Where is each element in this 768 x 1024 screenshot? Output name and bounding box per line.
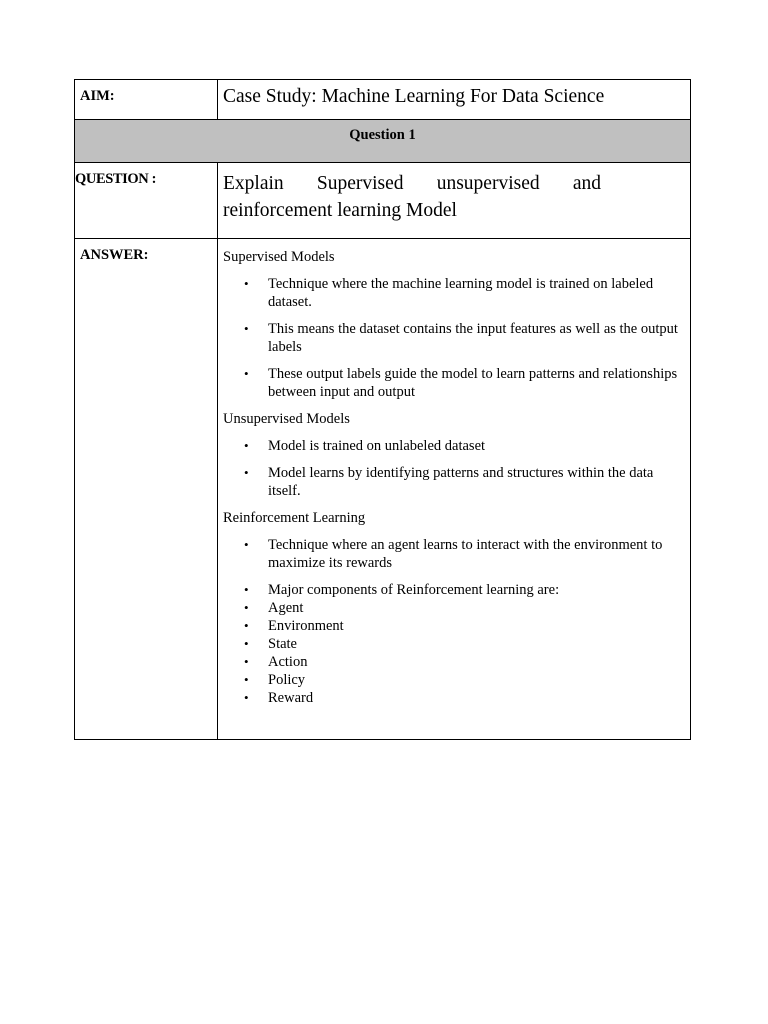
list-item-text: Model learns by identifying patterns and structures within the data itself.: [268, 465, 654, 499]
answer-row: [75, 239, 691, 740]
reinforcement-list: [223, 536, 682, 572]
list-item-text: Major components of Reinforcement learning are:: [268, 582, 560, 598]
question-number-heading: Question 1: [349, 127, 416, 143]
bullet-icon: •: [244, 321, 249, 336]
list-item-text: Model is trained on unlabeled dataset: [268, 438, 486, 454]
list-item-text: Technique where an agent learns to interact with the environment to maximize its rewards: [268, 537, 663, 571]
bullet-icon: •: [244, 537, 249, 552]
unsupervised-list: [223, 437, 682, 500]
aim-value: Case Study: Machine Learning For Data Science: [223, 86, 605, 107]
list-item: [244, 635, 682, 653]
list-item: [244, 437, 682, 455]
list-item-text: Reward: [268, 690, 314, 706]
list-item-text: Agent: [268, 600, 304, 616]
list-item: [244, 653, 682, 671]
list-item: [244, 275, 682, 311]
list-item-text: These output labels guide the model to learn patterns and relationships between input and output: [268, 366, 678, 400]
bullet-icon: •: [244, 465, 249, 480]
list-item: [244, 689, 682, 707]
question-header-row: [75, 120, 691, 163]
answer-label: ANSWER:: [80, 247, 149, 263]
list-item: [244, 671, 682, 689]
list-item-text: Action: [268, 654, 308, 670]
supervised-heading: Supervised Models: [223, 249, 335, 265]
bullet-icon: •: [244, 366, 249, 381]
aim-row: [75, 80, 691, 120]
bullet-icon: •: [244, 654, 249, 669]
bullet-icon: •: [244, 636, 249, 651]
bullet-icon: •: [244, 690, 249, 705]
supervised-list: [223, 275, 682, 401]
bullet-icon: •: [244, 276, 249, 291]
bullet-icon: •: [244, 618, 249, 633]
reinforcement-components-list: [223, 581, 682, 707]
list-item: [244, 617, 682, 635]
question-text: Explain Supervised unsupervised and reinforcement learning Model: [223, 173, 601, 221]
bullet-icon: •: [244, 600, 249, 615]
list-item: [244, 320, 682, 356]
bullet-icon: •: [244, 672, 249, 687]
aim-value-cell: [218, 80, 691, 120]
list-item: [244, 365, 682, 401]
aim-label: AIM:: [80, 88, 115, 104]
list-item-text: State: [268, 636, 297, 652]
case-study-table: [74, 79, 691, 740]
list-item: [244, 599, 682, 617]
aim-label-cell: [75, 80, 218, 120]
list-item: [244, 581, 682, 599]
list-item: [244, 536, 682, 572]
unsupervised-heading: Unsupervised Models: [223, 411, 350, 427]
question-row: [75, 163, 691, 239]
list-item-text: Environment: [268, 618, 344, 634]
list-item-text: Policy: [268, 672, 306, 688]
answer-body: [218, 239, 690, 707]
list-item-text: Technique where the machine learning model is trained on labeled dataset.: [268, 276, 654, 310]
answer-value-cell: [218, 239, 691, 740]
question-label-cell: [75, 163, 218, 239]
list-item: [244, 464, 682, 500]
reinforcement-heading: Reinforcement Learning: [223, 510, 366, 526]
list-item-text: This means the dataset contains the input features as well as the output labels: [268, 321, 678, 355]
answer-label-cell: [75, 239, 218, 740]
bullet-icon: •: [244, 582, 249, 597]
question-header-cell: [75, 120, 691, 163]
bullet-icon: •: [244, 438, 249, 453]
question-label: QUESTION :: [75, 171, 157, 187]
question-value-cell: [218, 163, 691, 239]
